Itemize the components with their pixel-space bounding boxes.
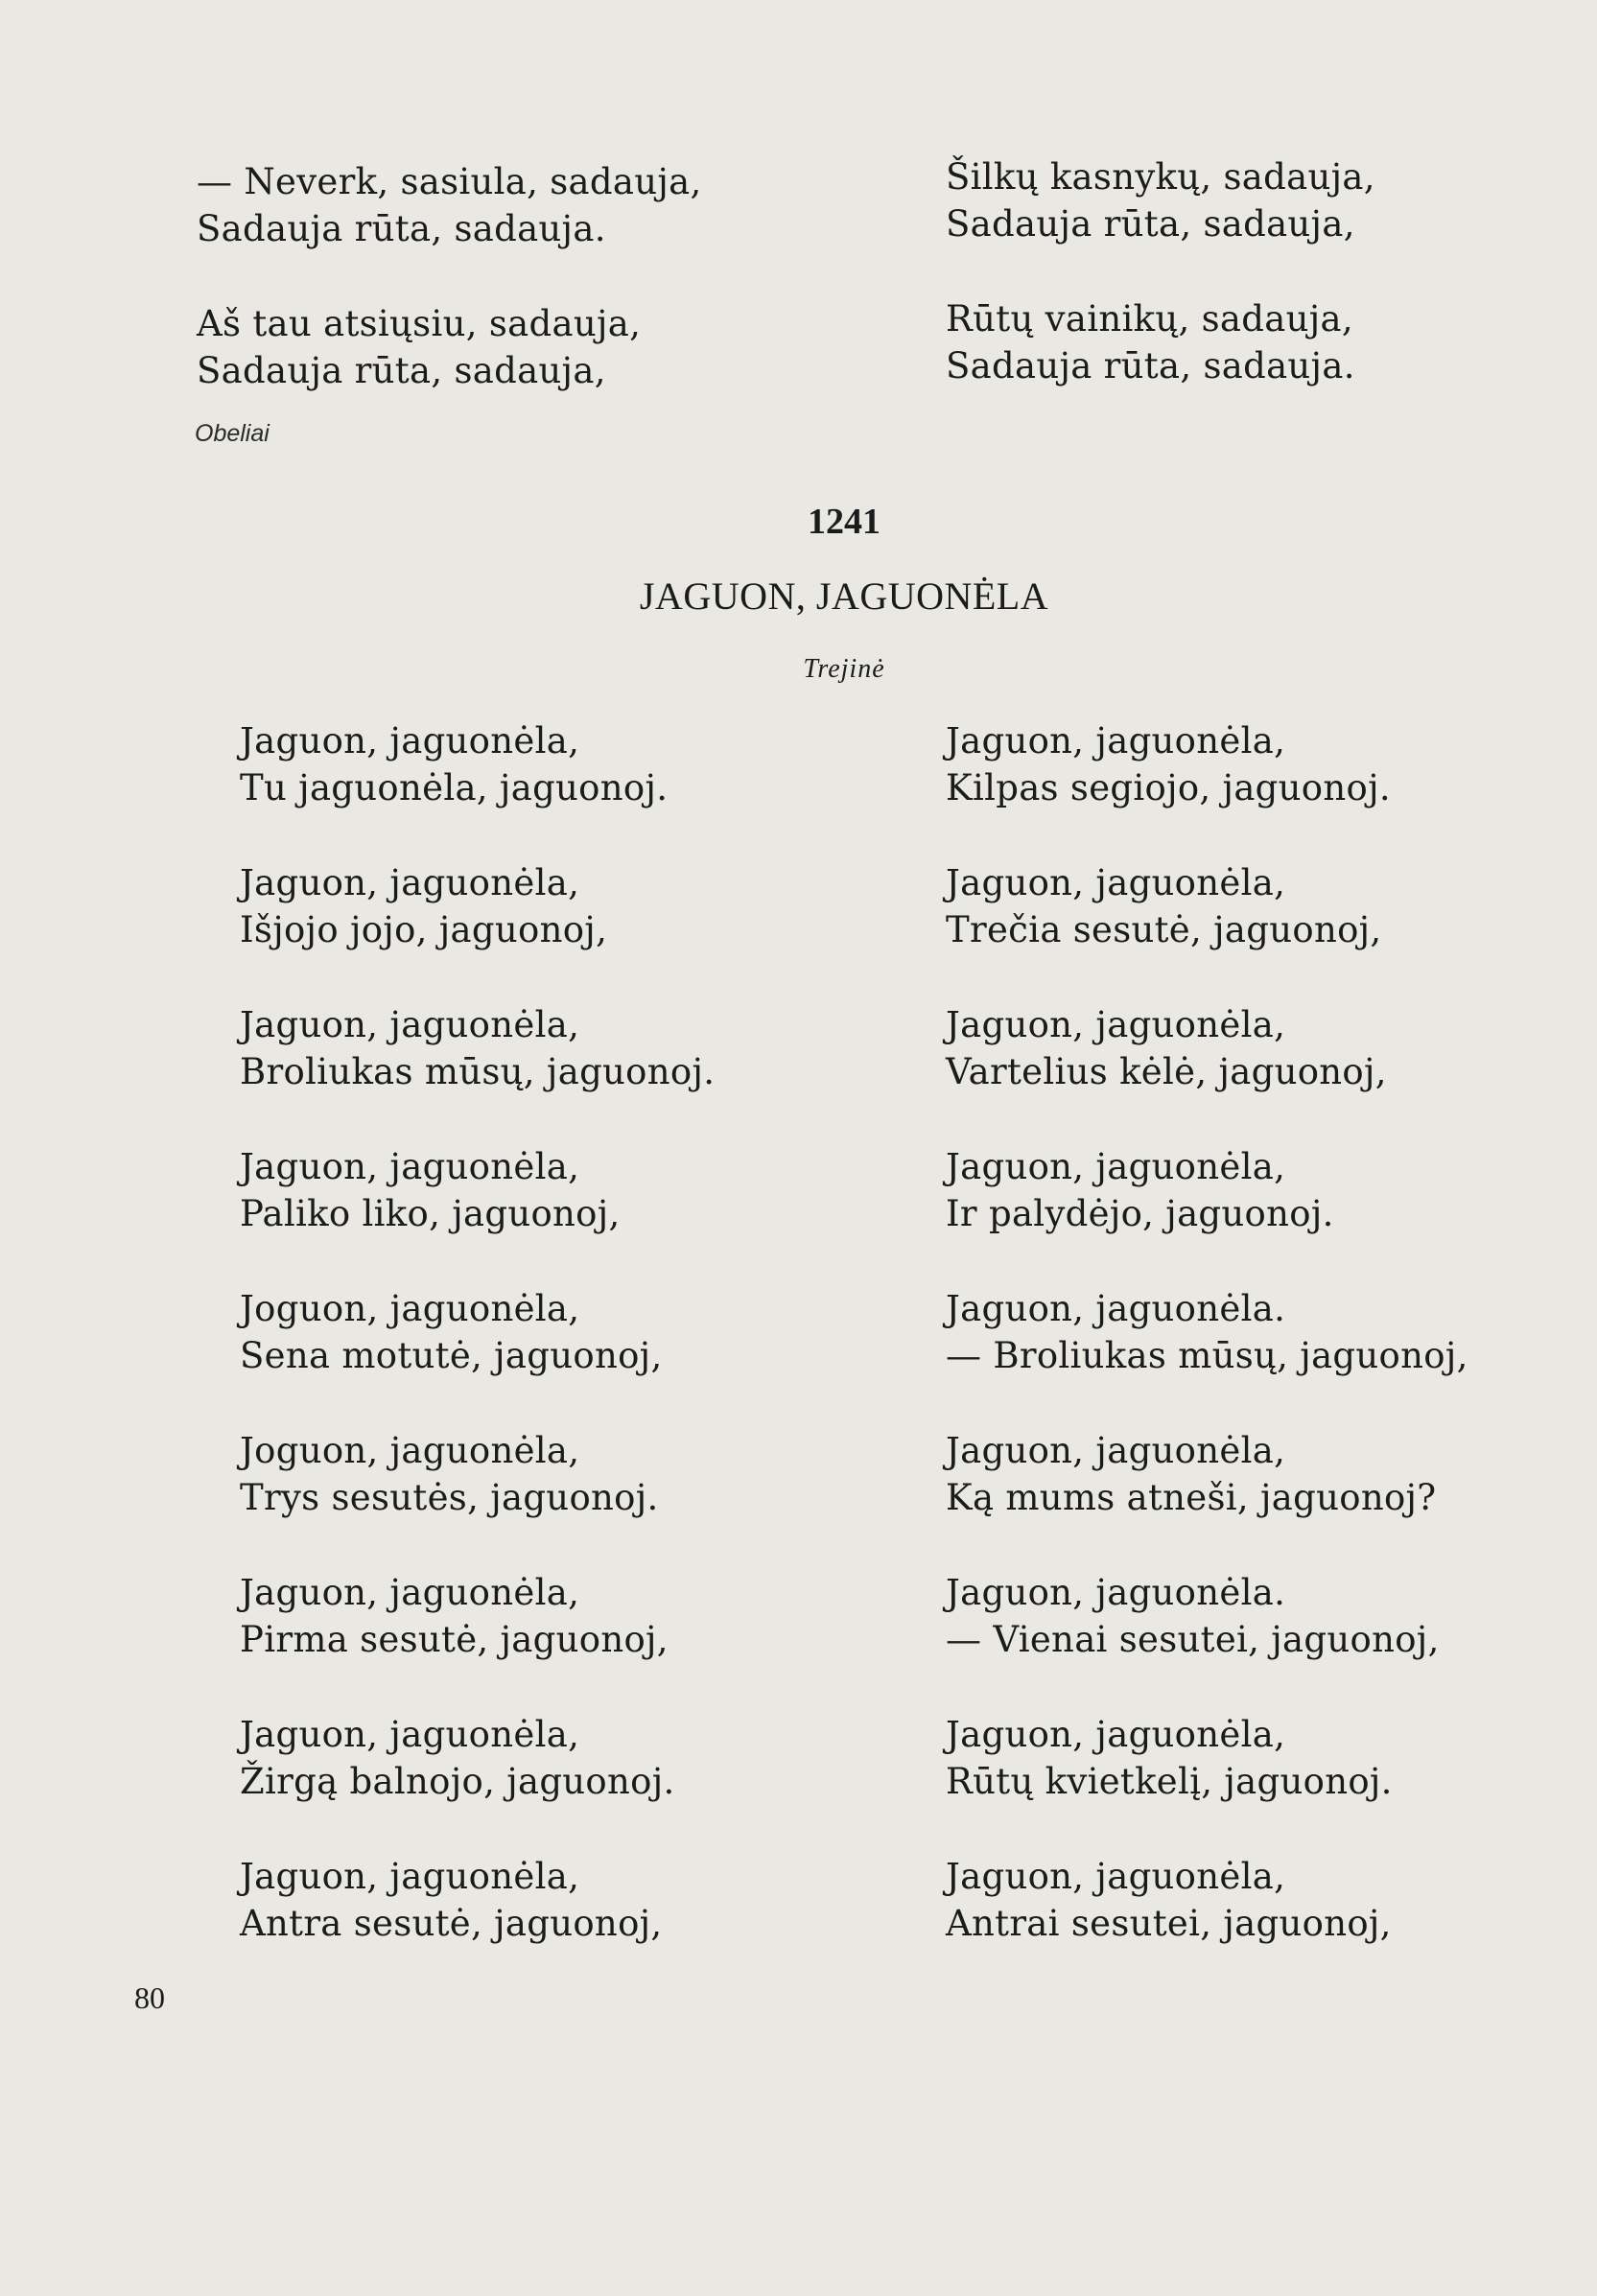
stanza bbox=[946, 1143, 1468, 1285]
verse-line: Sadauja rūta, sadauja. bbox=[946, 345, 1355, 387]
stanza bbox=[946, 1001, 1468, 1143]
stanza bbox=[240, 1285, 715, 1427]
verse-line: Sadauja rūta, sadauja, bbox=[946, 203, 1355, 245]
verse-line: — Broliukas mūsų, jaguonoj, bbox=[946, 1335, 1468, 1376]
verse-line: Jaguon, jaguonėla, bbox=[946, 1714, 1286, 1755]
stanza bbox=[240, 859, 715, 1001]
song-number: 1241 bbox=[808, 502, 881, 542]
verse-line: Jaguon, jaguonėla, bbox=[946, 1430, 1286, 1471]
verse-line: Sadauja rūta, sadauja. bbox=[197, 208, 606, 249]
verse-line: Jaguon, jaguonėla, bbox=[946, 1146, 1286, 1187]
verse-line: Išjojo jojo, jaguonoj, bbox=[240, 909, 608, 950]
stanza bbox=[946, 1427, 1468, 1569]
stanza bbox=[197, 300, 702, 394]
stanza bbox=[240, 1711, 715, 1853]
song-subtitle: Trejinė bbox=[803, 654, 885, 684]
verse-line: Jaguon, jaguonėla. bbox=[946, 1572, 1286, 1613]
verse-line: Jaguon, jaguonėla, bbox=[946, 1856, 1286, 1897]
stanza bbox=[240, 1001, 715, 1143]
verse-line: Sadauja rūta, sadauja, bbox=[197, 350, 606, 391]
verse-line: Jaguon, jaguonėla, bbox=[240, 862, 580, 903]
verse-line: Jaguon, jaguonėla, bbox=[946, 862, 1286, 903]
verse-line: Jaguon, jaguonėla, bbox=[240, 1004, 580, 1045]
verse-line: Šilkų kasnykų, sadauja, bbox=[946, 156, 1375, 198]
stanza bbox=[240, 1143, 715, 1285]
verse-line: Jaguon, jaguonėla, bbox=[946, 720, 1286, 761]
page-number: 80 bbox=[134, 1980, 165, 2015]
verse-line: — Vienai sesutei, jaguonoj, bbox=[946, 1619, 1440, 1660]
verse-line: Sena motutė, jaguonoj, bbox=[240, 1335, 663, 1376]
stanza bbox=[946, 1569, 1468, 1711]
song-title: JAGUON, JAGUONĖLA bbox=[639, 574, 1049, 618]
stanza bbox=[946, 859, 1468, 1001]
verse-line: Žirgą balnojo, jaguonoj. bbox=[240, 1761, 675, 1802]
verse-line: Aš tau atsiųsiu, sadauja, bbox=[197, 303, 642, 344]
stanza bbox=[946, 295, 1375, 389]
song-left-column bbox=[240, 717, 715, 1995]
stanza bbox=[946, 153, 1375, 247]
verse-line: Jaguon, jaguonėla, bbox=[240, 1856, 580, 1897]
verse-line: Jaguon, jaguonėla, bbox=[240, 1572, 580, 1613]
stanza bbox=[240, 1853, 715, 1995]
verse-line: Trečia sesutė, jaguonoj, bbox=[946, 909, 1382, 950]
verse-line: Antra sesutė, jaguonoj, bbox=[240, 1903, 663, 1944]
song-origin: Obeliai bbox=[195, 420, 270, 447]
verse-line: Kilpas segiojo, jaguonoj. bbox=[946, 767, 1391, 808]
verse-line: Joguon, jaguonėla, bbox=[240, 1430, 580, 1471]
verse-line: — Neverk, sasiula, sadauja, bbox=[197, 161, 702, 202]
stanza bbox=[946, 1711, 1468, 1853]
verse-line: Jaguon, jaguonėla. bbox=[946, 1288, 1286, 1329]
stanza bbox=[240, 1569, 715, 1711]
verse-line: Trys sesutės, jaguonoj. bbox=[240, 1477, 659, 1518]
song-right-column bbox=[946, 717, 1468, 1995]
previous-song-left-column bbox=[197, 158, 702, 394]
stanza bbox=[197, 158, 702, 252]
verse-line: Broliukas mūsų, jaguonoj. bbox=[240, 1051, 716, 1092]
stanza bbox=[946, 1285, 1468, 1427]
verse-line: Ir palydėjo, jaguonoj. bbox=[946, 1193, 1334, 1234]
verse-line: Rūtų vainikų, sadauja, bbox=[946, 298, 1353, 340]
verse-line: Antrai sesutei, jaguonoj, bbox=[946, 1903, 1392, 1944]
verse-line: Rūtų kvietkelį, jaguonoj. bbox=[946, 1761, 1393, 1802]
verse-line: Paliko liko, jaguonoj, bbox=[240, 1193, 621, 1234]
verse-line: Tu jaguonėla, jaguonoj. bbox=[240, 767, 669, 808]
stanza bbox=[240, 1427, 715, 1569]
stanza bbox=[946, 1853, 1468, 1995]
stanza bbox=[240, 717, 715, 859]
verse-line: Jaguon, jaguonėla, bbox=[946, 1004, 1286, 1045]
verse-line: Ką mums atneši, jaguonoj? bbox=[946, 1477, 1437, 1518]
verse-line: Joguon, jaguonėla, bbox=[240, 1288, 580, 1329]
verse-line: Jaguon, jaguonėla, bbox=[240, 720, 580, 761]
verse-line: Pirma sesutė, jaguonoj, bbox=[240, 1619, 669, 1660]
verse-line: Vartelius kėlė, jaguonoj, bbox=[946, 1051, 1387, 1092]
previous-song-right-column bbox=[946, 153, 1375, 389]
stanza bbox=[946, 717, 1468, 859]
verse-line: Jaguon, jaguonėla, bbox=[240, 1714, 580, 1755]
verse-line: Jaguon, jaguonėla, bbox=[240, 1146, 580, 1187]
